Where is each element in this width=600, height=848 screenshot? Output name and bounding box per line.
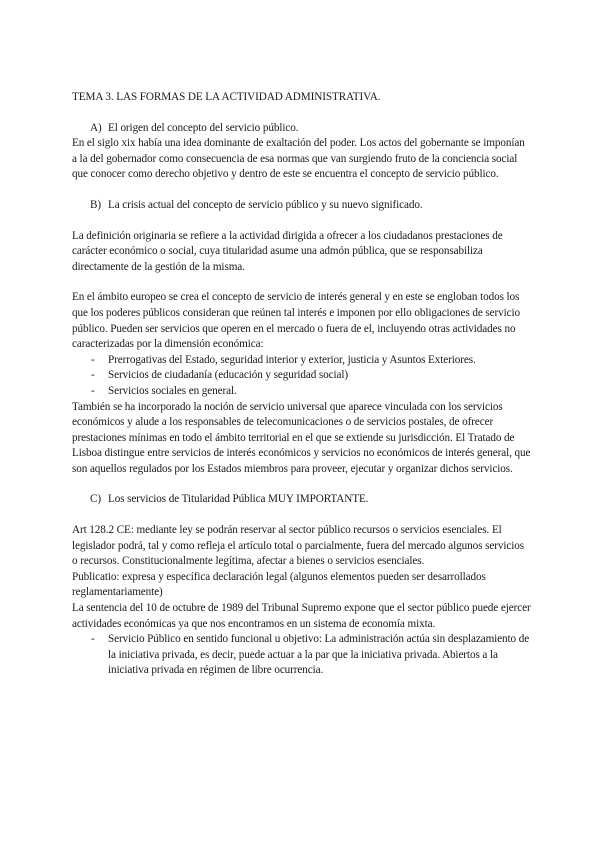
section-c-heading xyxy=(90,492,532,508)
section-c-paragraph-1: Art 128.2 CE: mediante ley se podrán reservar al sector público recursos o servicios esenciales. El legislador podrá, tal y como refleja el artículo total o parcialmente, fuera del mercado algunos servicios o recursos. Constitucionalmente legítima, afectar a bienes o servicios esenciales. xyxy=(72,524,524,568)
list-item: - Prerrogativas del Estado, seguridad interior y exterior, justicia y Asuntos Exteriores. xyxy=(72,353,532,369)
section-b-paragraph-2: En el ámbito europeo se crea el concepto de servicio de interés general y en este se engloban todos los que los poderes públicos consideran que reúnen tal interés e imponen por ello obligaciones de servicio público. Pueden ser servicios que operen en el mercado o fuera de el, incluyendo otras actividades no caracterizadas por la dimensión económica: xyxy=(72,291,521,351)
section-b-paragraph-1: La definición originaria se refiere a la actividad dirigida a ofrecer a los ciudadanos prestaciones de carácter económico o social, cuya titularidad asume una admón pública, que se responsabiliza directamente de la gestión de la misma. xyxy=(72,229,503,273)
section-b-heading xyxy=(90,198,532,214)
section-a-paragraph: En el siglo xix había una idea dominante de exaltación del poder. Los actos del gobernante se imponían a la del gobernador como consecuencia de esa normas que van surgiendo fruto de la conciencia social que conocer como derecho objetivo y dentro de este se encuentra el concepto de servicio público. xyxy=(72,137,525,181)
section-c-heading-text: Los servicios de Titularidad Pública MUY IMPORTANTE. xyxy=(108,493,369,506)
section-b-letter: B) xyxy=(90,198,101,211)
section-a-heading xyxy=(90,121,532,137)
section-c-paragraph-3: La sentencia del 10 de octubre de 1989 del Tribunal Supremo expone que el sector público puede ejercer actividades económicas ya que nos encontramos en un sistema de economía mixta. xyxy=(72,602,531,630)
section-c-list xyxy=(72,632,532,679)
section-c-paragraph-2: Publicatio: expresa y específica declaración legal (algunos elementos pueden ser desarrollados reglamentariamente) xyxy=(72,570,486,599)
list-item: - Servicios sociales en general. xyxy=(72,384,532,400)
section-b-paragraph-3: También se ha incorporado la noción de servicio universal que aparece vinculada con los servicios económicos y alude a los responsables de telecomunicaciones o de servicios postales, de ofrecer prestaciones mínimas en todo el ámbito territorial en el que se extiende su jurisdicción. El Tratado de Lisboa distingue entre servicios de interés económicos y servicios no económicos de interés general, que son aquellos regulados por los Estados miembros para proveer, ejecutar y organizar dichos servicios. xyxy=(72,400,531,475)
section-b-heading-text: La crisis actual del concepto de servicio público y su nuevo significado. xyxy=(108,198,423,211)
document-title: TEMA 3. LAS FORMAS DE LA ACTIVIDAD ADMINISTRATIVA. xyxy=(72,91,381,103)
section-b-list xyxy=(72,353,532,400)
list-item: - Servicio Público en sentido funcional u objetivo: La administración actúa sin desplazamiento de la iniciativa privada, es decir, puede actuar a la par que la iniciativa privada. Abiertos a la iniciativa privada en régimen de libre ocurrencia. xyxy=(72,632,532,679)
section-a-letter: A) xyxy=(90,121,102,134)
list-item: - Servicios de ciudadanía (educación y seguridad social) xyxy=(72,368,532,384)
document-body xyxy=(72,90,532,679)
section-a-heading-text: El origen del concepto del servicio público. xyxy=(108,121,299,134)
section-c-letter: C) xyxy=(90,493,101,506)
